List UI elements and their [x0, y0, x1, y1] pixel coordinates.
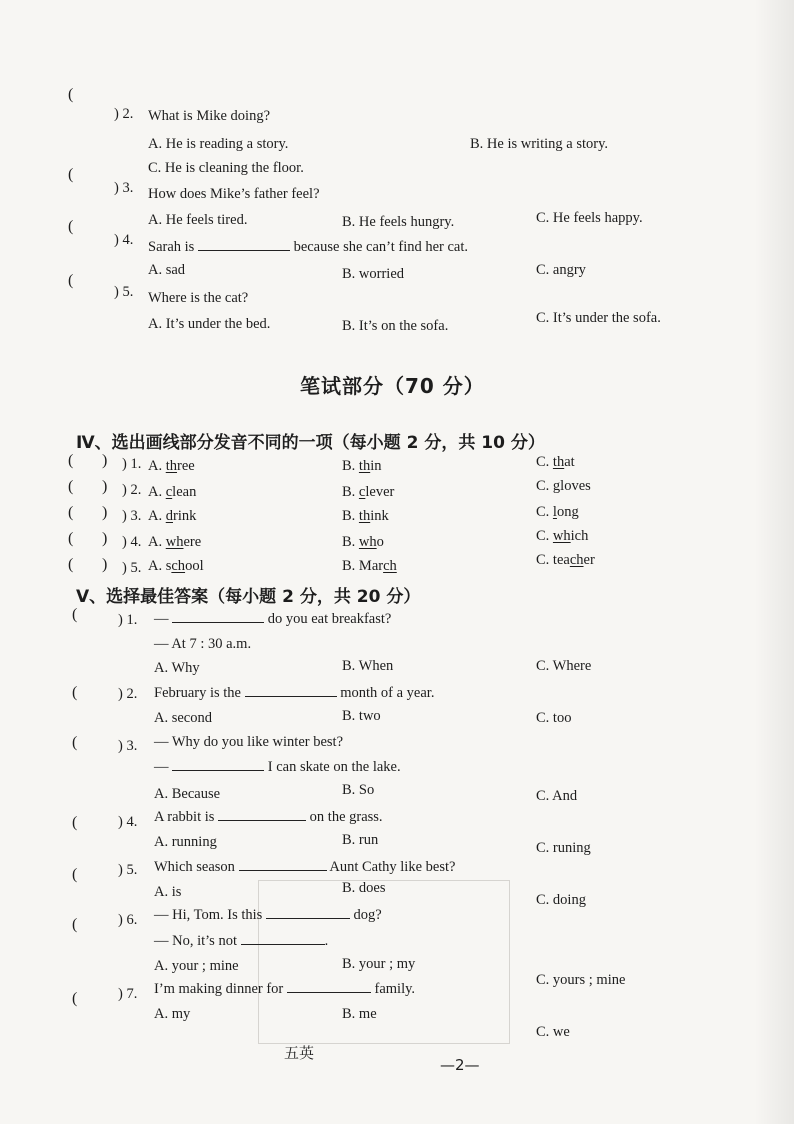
question-text: — Hi, Tom. Is this dog?	[154, 907, 382, 923]
option-b: B. run	[342, 832, 379, 848]
option-a: A. running	[154, 834, 217, 850]
option-c: C. that	[536, 454, 575, 470]
question-text	[148, 238, 468, 256]
answer-paren-close: )	[102, 452, 108, 469]
option-a: A. second	[154, 710, 212, 726]
question-number: ) 3.	[114, 180, 134, 196]
question-number: ) 1.	[122, 456, 142, 472]
option-b: B. He feels hungry.	[342, 214, 455, 230]
answer-paren[interactable]: (	[68, 218, 74, 235]
question-text: Which season Aunt Cathy like best?	[154, 859, 456, 875]
option-a: A. He feels tired.	[148, 212, 248, 228]
scan-edge-shadow	[754, 0, 794, 1124]
question-number: ) 2.	[118, 686, 138, 702]
option-b: B. two	[342, 708, 381, 724]
option-b: B. who	[342, 534, 384, 550]
answer-paren[interactable]: (	[68, 478, 74, 495]
page-number: —2—	[440, 1056, 480, 1074]
option-b: B. So	[342, 782, 375, 798]
response-line: — I can skate on the lake.	[154, 759, 401, 775]
option-c: C. angry	[536, 262, 586, 278]
question-number: ) 1.	[118, 612, 138, 628]
answer-paren[interactable]: (	[72, 734, 78, 751]
option-b: B. worried	[342, 266, 405, 282]
option-b: B. When	[342, 658, 394, 674]
answer-blank[interactable]	[266, 906, 350, 919]
option-a: A. sad	[148, 262, 186, 278]
option-a: A. Why	[154, 660, 200, 676]
section-iv-title: Ⅳ、选出画线部分发音不同的一项（每小题 2 分，共 10 分）	[76, 433, 545, 453]
option-c: C. gloves	[536, 478, 591, 494]
footer-label: 五英	[284, 1044, 315, 1062]
answer-paren[interactable]: (	[72, 916, 78, 933]
question-number: ) 5.	[122, 560, 142, 576]
question-text: How does Mike’s father feel?	[148, 186, 320, 202]
answer-paren-close: )	[102, 504, 108, 521]
written-section-title: 笔试部分（70 分）	[300, 374, 485, 398]
question-text: What is Mike doing?	[148, 108, 271, 124]
answer-paren-close: )	[102, 530, 108, 547]
question-number: ) 4.	[122, 534, 142, 550]
question-number: ) 2.	[114, 106, 134, 122]
option-a: A. your ; mine	[154, 958, 239, 974]
answer-blank[interactable]	[198, 238, 290, 251]
question-number: ) 3.	[118, 738, 138, 754]
option-c: C. runing	[536, 840, 591, 856]
question-pre: Sarah is	[148, 239, 195, 255]
answer-paren[interactable]: (	[72, 684, 78, 701]
question-number: ) 2.	[122, 482, 142, 498]
option-c: C. long	[536, 504, 579, 520]
option-c: C. too	[536, 710, 572, 726]
option-b: B. clever	[342, 484, 395, 500]
answer-blank[interactable]	[245, 684, 337, 697]
option-c: C. He is cleaning the floor.	[148, 160, 304, 176]
answer-paren[interactable]: (	[68, 504, 74, 521]
option-c: C. yours ; mine	[536, 972, 626, 988]
option-c: C. we	[536, 1024, 570, 1040]
answer-blank[interactable]	[218, 808, 306, 821]
question-text: I’m making dinner for family.	[154, 981, 416, 997]
option-c: C. He feels happy.	[536, 210, 643, 226]
option-b: B. think	[342, 508, 389, 524]
answer-paren[interactable]: (	[68, 530, 74, 547]
question-number: ) 5.	[118, 862, 138, 878]
question-text: Where is the cat?	[148, 290, 249, 306]
option-a: A. school	[148, 558, 204, 574]
answer-blank[interactable]	[287, 980, 371, 993]
option-a: A. three	[148, 458, 195, 474]
option-c: C. And	[536, 788, 578, 804]
answer-paren-close: )	[102, 556, 108, 573]
answer-blank[interactable]	[172, 610, 264, 623]
question-number: ) 4.	[118, 814, 138, 830]
answer-blank[interactable]	[239, 858, 327, 871]
option-c: C. which	[536, 528, 589, 544]
question-number: ) 3.	[122, 508, 142, 524]
option-a: A. Because	[154, 786, 221, 802]
option-c: C. It’s under the sofa.	[536, 310, 661, 326]
answer-paren[interactable]: (	[72, 814, 78, 831]
question-number: ) 7.	[118, 986, 138, 1002]
question-number: ) 6.	[118, 912, 138, 928]
option-b: B. He is writing a story.	[470, 136, 609, 152]
option-c: C. Where	[536, 658, 592, 674]
answer-paren[interactable]: (	[72, 866, 78, 883]
response-line: — At 7 : 30 a.m.	[154, 636, 252, 652]
option-c: C. teacher	[536, 552, 595, 568]
answer-paren[interactable]: (	[68, 452, 74, 469]
answer-paren[interactable]: (	[72, 606, 78, 623]
option-b: B. does	[342, 880, 386, 896]
answer-paren[interactable]: (	[68, 86, 74, 103]
option-b: B. your ; my	[342, 956, 416, 972]
response-line: — No, it’s not .	[154, 933, 329, 949]
option-a: A. It’s under the bed.	[148, 316, 271, 332]
question-text: February is the month of a year.	[154, 685, 435, 701]
option-a: A. drink	[148, 508, 197, 524]
question-number: ) 4.	[114, 232, 134, 248]
option-b: B. March	[342, 558, 397, 574]
answer-paren[interactable]: (	[68, 556, 74, 573]
question-text: A rabbit is on the grass.	[154, 809, 383, 825]
option-b: B. thin	[342, 458, 382, 474]
option-a: A. clean	[148, 484, 197, 500]
option-a: A. my	[154, 1006, 191, 1022]
option-a: A. where	[148, 534, 202, 550]
section-v-title: Ⅴ、选择最佳答案（每小题 2 分，共 20 分）	[76, 587, 421, 607]
answer-blank[interactable]	[172, 758, 264, 771]
question-text: — do you eat breakfast?	[154, 611, 392, 627]
option-a: A. is	[154, 884, 182, 900]
question-post: because she can’t find her cat.	[293, 239, 469, 255]
option-c: C. doing	[536, 892, 586, 908]
question-number: ) 5.	[114, 284, 134, 300]
answer-paren[interactable]: (	[68, 272, 74, 289]
answer-blank[interactable]	[241, 932, 325, 945]
option-b: B. It’s on the sofa.	[342, 318, 449, 334]
option-a: A. He is reading a story.	[148, 136, 289, 152]
answer-paren[interactable]: (	[72, 990, 78, 1007]
question-text: — Why do you like winter best?	[154, 734, 344, 750]
option-b: B. me	[342, 1006, 377, 1022]
answer-paren[interactable]: (	[68, 166, 74, 183]
answer-paren-close: )	[102, 478, 108, 495]
